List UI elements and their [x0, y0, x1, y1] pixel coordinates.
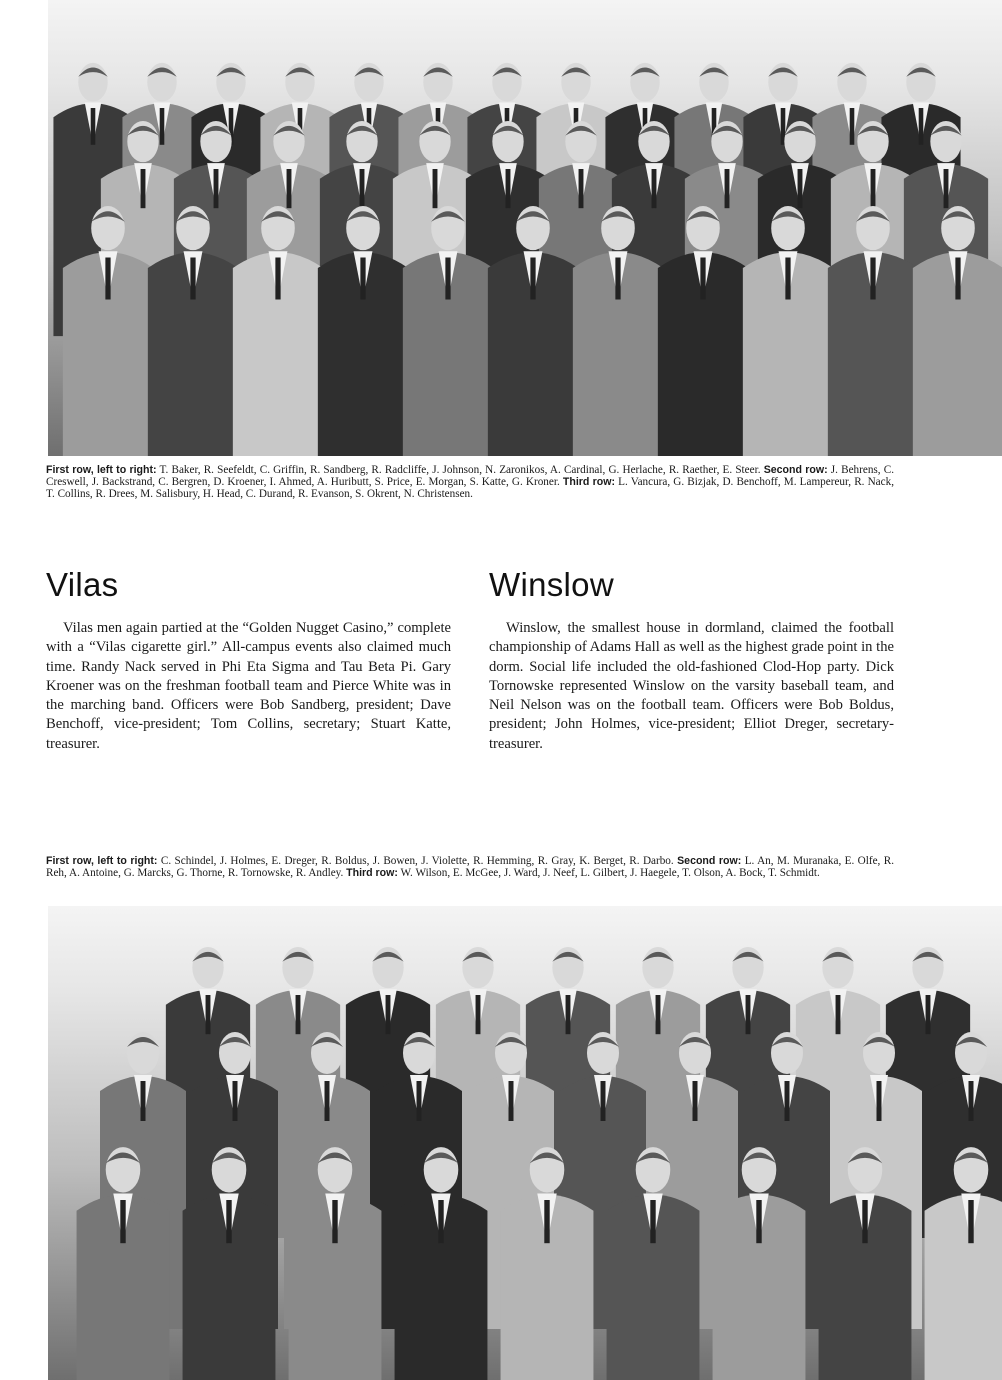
winslow-caption-row1-names: C. Schindel, J. Holmes, E. Dreger, R. Boldus, J. Bowen, J. Violette, R. Hemming, R. Gray, K. Berget, R. Darbo. [160, 855, 674, 867]
winslow-photo-figures [48, 906, 1002, 1380]
vilas-photo-figures [48, 0, 1002, 456]
vilas-photo-caption [46, 465, 894, 500]
vilas-group-photo [48, 0, 1002, 456]
vilas-caption-row3-names: L. Vancura, G. Bizjak, D. Benchoff, M. Lampereur, R. Nack, T. Collins, R. Drees, M. Salisbury, H. Head, C. Durand, R. Evanson, S. Okrent, N. Christensen. [46, 475, 895, 500]
vilas-caption-row1-label: First row, left to right: [46, 464, 157, 476]
vilas-caption-row3-label: Third row: [562, 475, 616, 488]
vilas-heading: Vilas [46, 566, 119, 603]
winslow-caption-row2-names: L. An, M. Muranaka, E. Olfe, R. Reh, A. Antoine, G. Marcks, G. Thorne, R. Tornowske, R. Andley. [46, 855, 895, 879]
vilas-caption-row2-names: J. Behrens, C. Creswell, J. Backstrand, C. Bergren, D. Kroener, I. Ahmed, A. Huributt, S. Price, E. Morgan, S. Katte, G. Kroner. [46, 464, 894, 488]
winslow-photo-caption [46, 856, 894, 880]
winslow-heading: Winslow [489, 566, 614, 603]
winslow-caption-row2-label: Second row: [677, 855, 742, 867]
winslow-caption-row3-label: Third row: [346, 866, 398, 879]
vilas-caption-row1-names: T. Baker, R. Seefeldt, C. Griffin, R. Sandberg, R. Radcliffe, J. Johnson, N. Zaronikos, A. Cardinal, G. Herlache, R. Raether, E. Steer. [159, 464, 761, 476]
winslow-group-photo [48, 906, 1002, 1380]
vilas-caption-row2-label: Second row: [763, 464, 828, 476]
winslow-article-text: Winslow, the smallest house in dormland, claimed the football championship of Adams Hall as well as the highest grade point in the dorm. Social life included the old-fashioned Clod-Hop party. Dick Tornowske represented Winslow on the varsity baseball team, and Neil Nelson was on the football team. Officers were Bob Boldus, president; John Holmes, vice-president; Elliot Dreger, secretary-treasurer. [489, 620, 894, 752]
winslow-caption-row1-label: First row, left to right: [46, 855, 158, 867]
winslow-caption-row3-names: W. Wilson, E. McGee, J. Ward, J. Neef, L. Gilbert, J. Haegele, T. Olson, A. Bock, T. Schmidt. [400, 866, 820, 879]
vilas-article-text: Vilas men again partied at the “Golden Nugget Casino,” complete with a “Vilas cigarette girl.” All-campus events also claimed much time. Randy Nack served in Phi Eta Sigma and Tau Beta Pi. Gary Kroener was on the freshman football team and Pierce White was in the marching band. Officers were Bob Sandberg, president; Dave Benchoff, vice-president; Tom Collins, secretary; Stuart Katte, treasurer. [46, 620, 451, 752]
